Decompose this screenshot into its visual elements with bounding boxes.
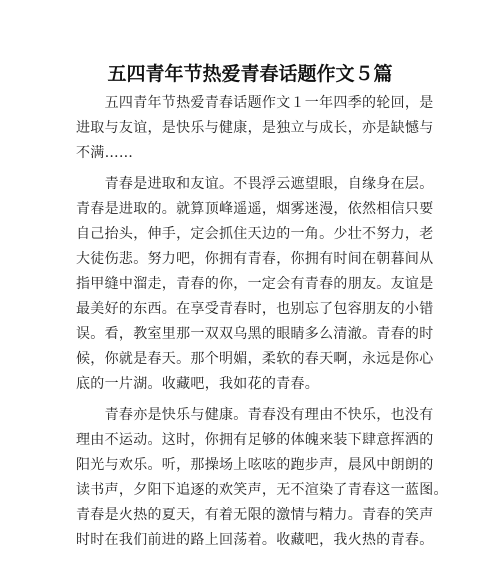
paragraph-line: 青春是进取的。就算顶峰遥遥，烟雾迷漫，依然相信只要: [76, 201, 434, 217]
paragraph-line: 底的一片湖。收藏吧，我如花的青春。: [76, 376, 320, 392]
document-title: 五四青年节热爱青春话题作文５篇: [107, 63, 393, 85]
paragraph-1: [76, 91, 434, 166]
paragraph-line: 候，你就是春天。那个明媚，柔软的春天啊，永远是你心: [76, 351, 434, 367]
paragraph-line: 时时在我们前进的路上回荡着。收藏吧，我火热的青春。: [76, 532, 434, 548]
paragraph-line: 读书声，夕阳下追逐的欢笑声，无不渲染了青春这一蓝图。: [76, 482, 448, 498]
paragraph-line: 阳光与欢乐。听，那操场上呟呟的跑步声，晨风中朗朗的: [76, 457, 434, 473]
paragraph-line: 自己抬头，伸手，定会抓住天边的一角。少壮不努力，老: [76, 226, 434, 242]
paragraph-line: 最美好的东西。在享受青春时，也别忘了包容朋友的小错: [76, 301, 434, 317]
paragraph-line: 青春是火热的夏天，有着无限的激情与精力。青春的笑声: [76, 507, 434, 523]
paragraph-3: [76, 403, 448, 553]
paragraph-line: 理由不运动。这时，你拥有足够的体魄来装下肆意挥洒的: [76, 432, 434, 448]
paragraph-line: 大徒伤悲。努力吧，你拥有青春，你拥有时间在朝暮间从: [76, 251, 434, 267]
paragraph-2: [76, 172, 434, 397]
paragraph-line: 进取与友谊，是快乐与健康，是独立与成长，亦是缺憾与: [76, 120, 434, 136]
paragraph-line: 五四青年节热爱青春话题作文１一年四季的轮回，是: [76, 95, 434, 111]
paragraph-line: 不满……: [76, 145, 134, 161]
paragraph-line: 误。看，教室里那一双双乌黑的眼睛多么清澈。青春的时: [76, 326, 434, 342]
paragraph-line: 青春是进取和友谊。不畏浮云遮望眼，自缘身在层。: [76, 176, 434, 192]
paragraph-line: 指甲缝中溜走，青春的你，一定会有青春的朋友。友谊是: [76, 276, 434, 292]
paragraph-line: 青春亦是快乐与健康。青春没有理由不快乐，也没有: [76, 407, 434, 423]
